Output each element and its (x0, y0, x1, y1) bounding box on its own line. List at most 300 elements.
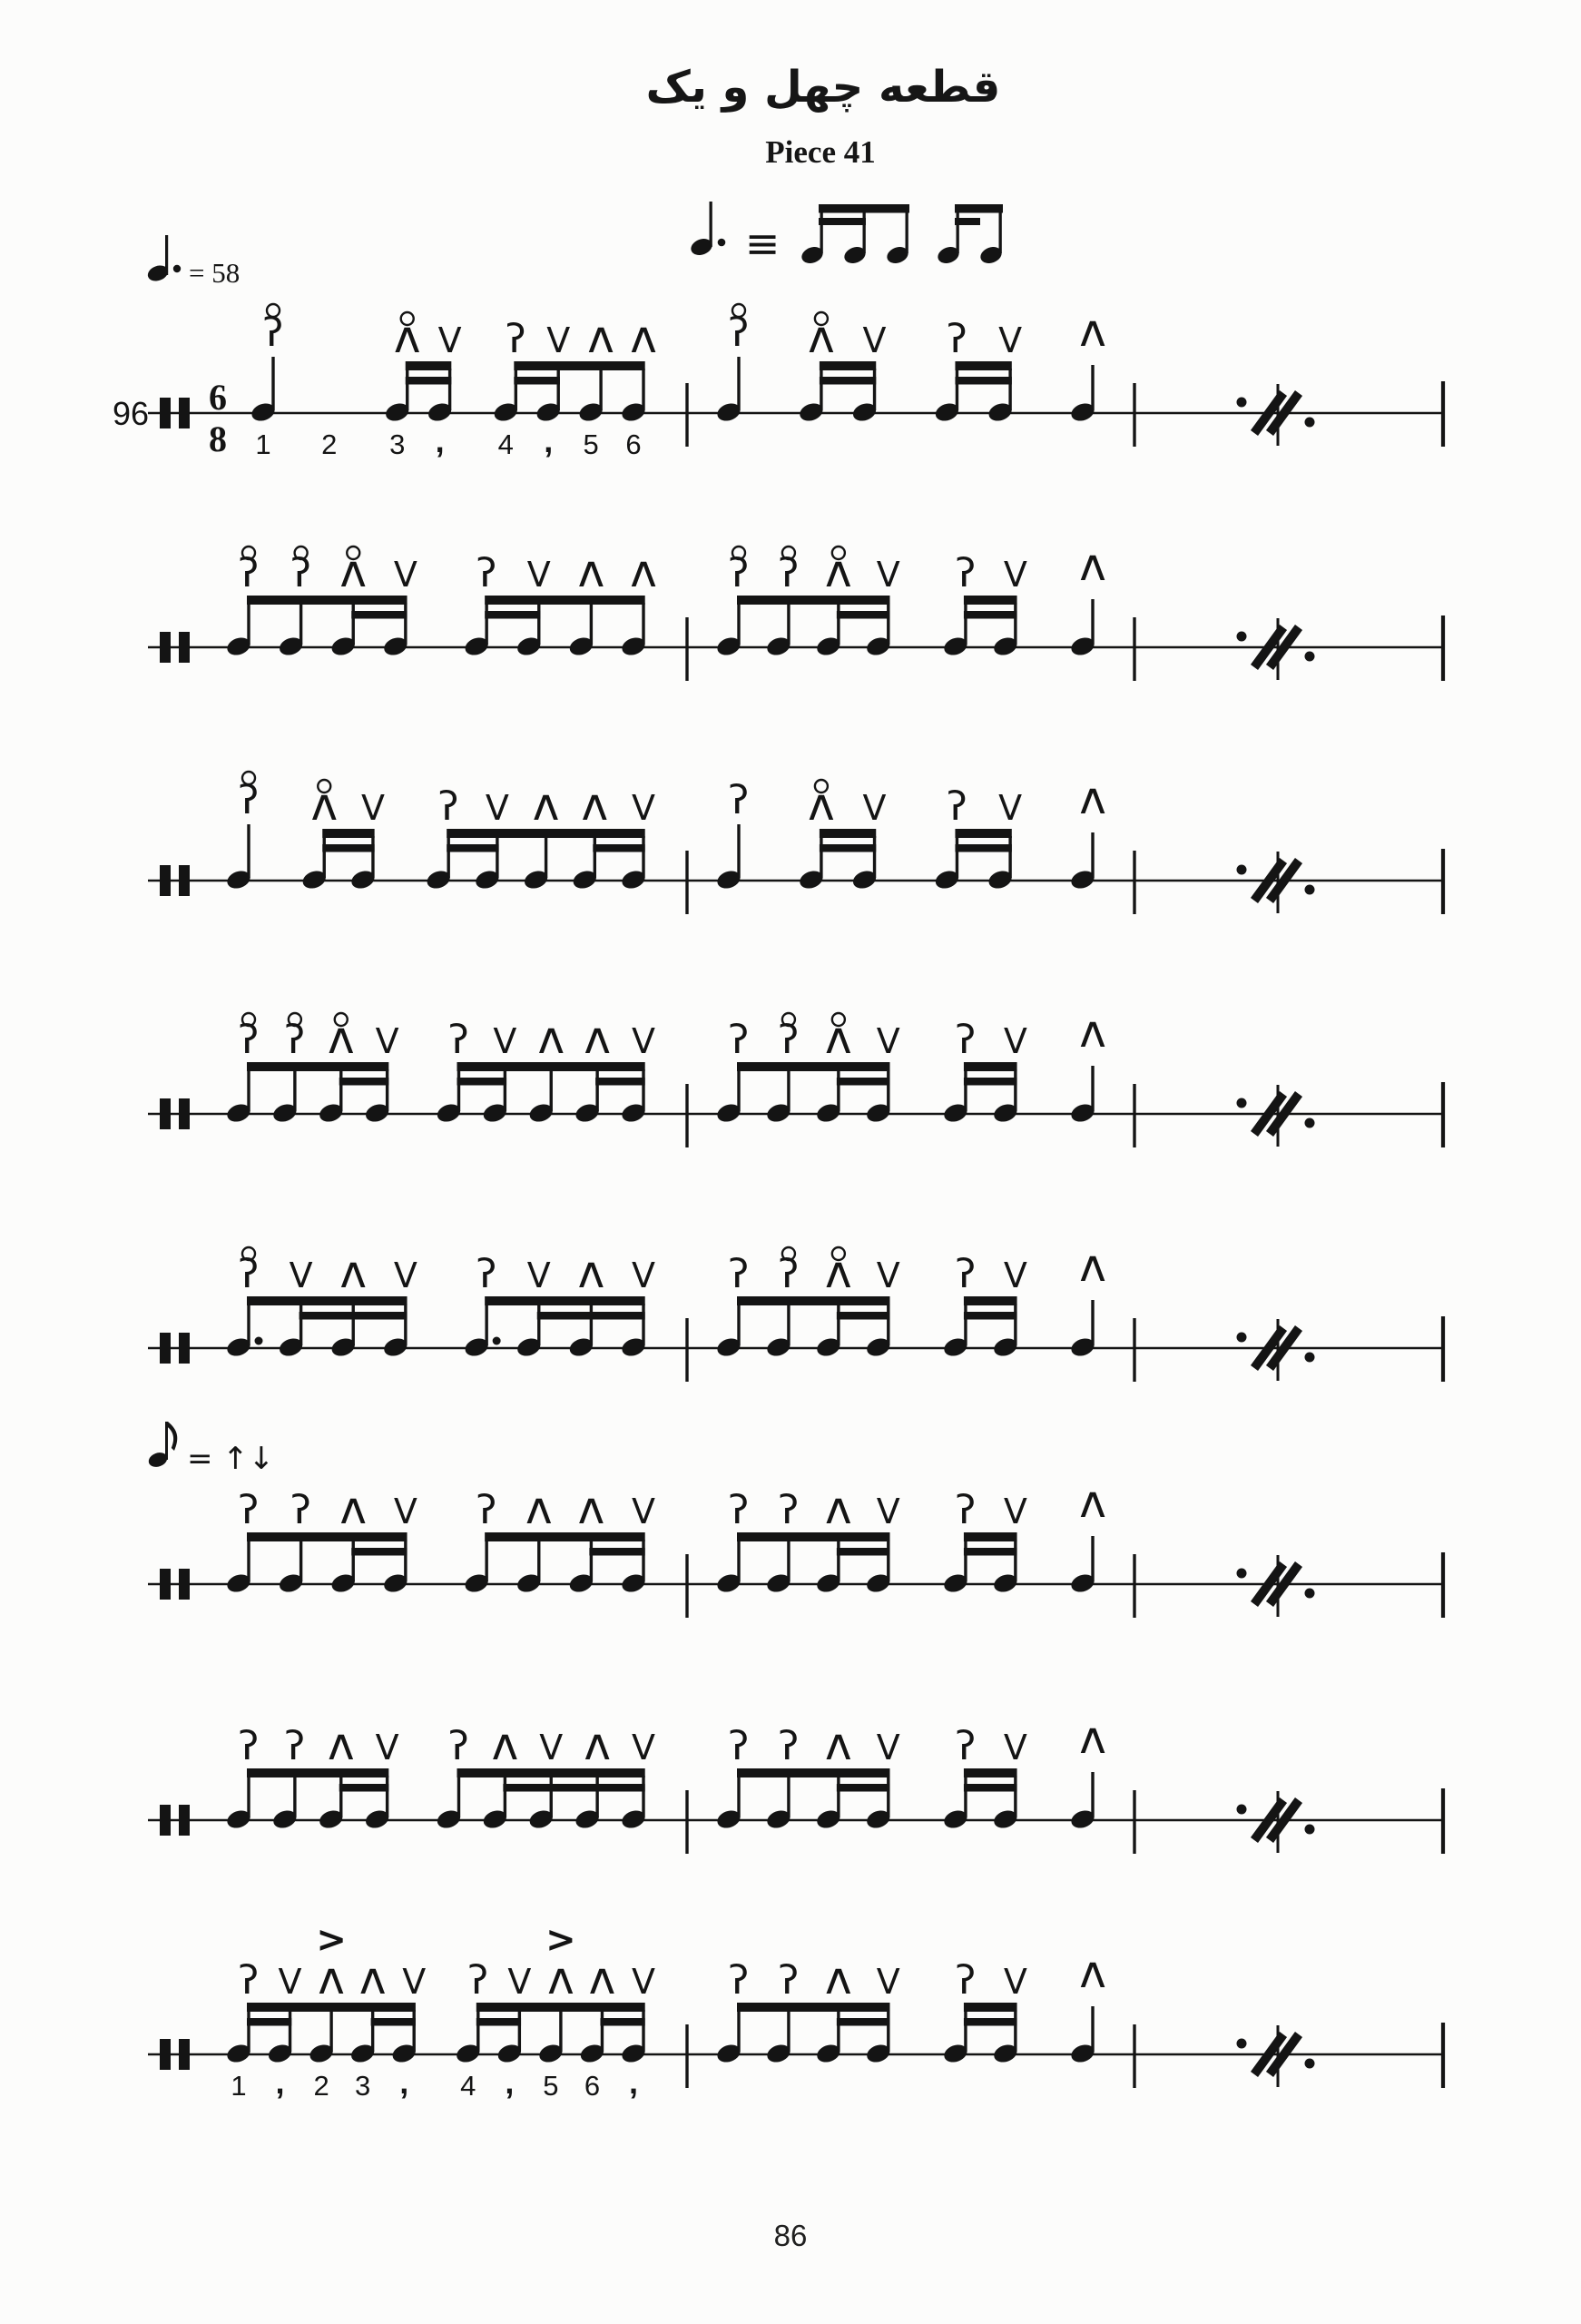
note-stem (504, 1776, 506, 1817)
notation-text: ʌ (547, 1952, 574, 2004)
notation-text: V (1003, 555, 1027, 595)
notation-text: ʔ (448, 1017, 469, 1063)
start-double-bar (160, 2039, 171, 2070)
beam (964, 1296, 1017, 1305)
note-stem (642, 369, 644, 410)
measure-2 (715, 538, 1106, 658)
beam (737, 1768, 889, 1777)
notation-text: V (375, 1021, 399, 1061)
start-double-bar (160, 865, 171, 896)
beamed-group-b (936, 204, 1004, 266)
notation-text: V (375, 1728, 399, 1768)
notation-text: ʌ (825, 1952, 852, 2004)
note-stem (1091, 365, 1094, 410)
beam-16 (476, 2018, 521, 2026)
notation-text: ʔ (778, 1017, 800, 1063)
note-stem (404, 1304, 407, 1345)
note-stem (1014, 603, 1016, 645)
beam-16 (964, 1784, 1017, 1792)
note-stem (787, 1776, 790, 1817)
notation-text: V (998, 788, 1023, 828)
beam (964, 1062, 1017, 1071)
start-double-bar (160, 632, 171, 663)
beam (964, 2003, 1017, 2012)
note-stem (537, 603, 540, 645)
beam-16 (406, 377, 452, 385)
notation-text: ʌ (339, 1482, 368, 1534)
note-stem (247, 1540, 250, 1581)
notation-text: ʔ (728, 1017, 750, 1063)
simile-repeat-mark (1237, 2025, 1315, 2087)
note-stem (887, 1540, 889, 1581)
start-double-bar (179, 1098, 190, 1129)
note-stem (642, 603, 644, 645)
notation-text: ʌ (393, 310, 421, 363)
notation-text: V (1003, 1256, 1027, 1295)
notation-text: V (402, 1962, 427, 2002)
notation-text: ʔ (262, 310, 284, 356)
note-stem (352, 1304, 355, 1345)
notation-text: ʌ (630, 310, 657, 363)
notation-text: ʔ (955, 1487, 977, 1533)
notation-text: ʔ (238, 550, 260, 596)
beam-16 (247, 2018, 291, 2026)
notation-text: ʌ (577, 545, 605, 597)
notation-text: ʌ (327, 1011, 355, 1064)
notation-text: ʔ (238, 777, 260, 823)
note-stem (601, 2010, 604, 2052)
beam-16 (955, 844, 1011, 852)
notation-text: ʔ (778, 1487, 800, 1533)
simile-repeat-mark (1237, 1791, 1315, 1853)
start-double-bar (179, 1333, 190, 1364)
beam-16 (339, 1078, 389, 1086)
notation-text: V (493, 1021, 517, 1061)
notation-text: ʌ (358, 1952, 387, 2004)
simile-repeat-mark (1237, 852, 1315, 913)
note-stem (964, 1540, 967, 1581)
notation-text: V (632, 1021, 655, 1061)
beam-16 (820, 844, 876, 852)
notation-system-6 (0, 1430, 1581, 1666)
notation-text: ʌ (1079, 1945, 1106, 1998)
note-stem (964, 1776, 967, 1817)
notation-text: V (876, 1256, 900, 1295)
notation-text: ʌ (339, 1246, 368, 1298)
notation-text: ʔ (728, 777, 750, 823)
note-stem (642, 1540, 644, 1581)
beam (737, 1296, 889, 1305)
beamed-group-a (800, 204, 910, 266)
note-stem (300, 603, 302, 645)
note-stem (289, 2010, 291, 2052)
measure-2 (715, 1005, 1106, 1125)
notation-text: ʔ (947, 783, 967, 830)
measure-1 (225, 545, 657, 658)
beam-16 (837, 1548, 890, 1556)
note-stem (545, 836, 547, 878)
start-double-bar (160, 1098, 171, 1129)
beam (485, 1532, 645, 1541)
note-stem (247, 603, 250, 645)
notation-text: ʔ (284, 1017, 306, 1063)
note-stem (642, 1069, 644, 1111)
notation-text: ʌ (577, 1246, 605, 1298)
notation-text: ʌ (339, 545, 368, 597)
notation-text: V (539, 1728, 564, 1768)
note-stem (887, 2010, 889, 2052)
notation-text: 3 (355, 2070, 371, 2102)
notation-text: ʔ (448, 1723, 469, 1769)
notation-text: ʌ (588, 1952, 616, 2004)
start-double-bar (179, 1805, 190, 1836)
notation-text: V (546, 320, 571, 360)
simile-repeat-mark (1237, 1555, 1315, 1617)
note-stem (642, 1304, 644, 1345)
beam (964, 596, 1017, 605)
note-stem (887, 1069, 889, 1111)
equivalence-sign: ≡ (744, 219, 781, 268)
note-stem (1091, 832, 1094, 878)
notation-text: 96 (112, 395, 150, 432)
notation-text: ʌ (825, 1482, 852, 1534)
note-stem (247, 824, 250, 878)
note-stem (964, 1304, 967, 1345)
notation-text: , (505, 2063, 515, 2101)
note-stem (496, 836, 498, 878)
notation-text: 5 (543, 2070, 559, 2102)
measure-1 (225, 772, 655, 891)
augmentation-dot (718, 239, 726, 247)
notation-text: ʔ (947, 316, 967, 362)
beam-16 (964, 611, 1017, 619)
notation-text: ʔ (476, 1487, 497, 1533)
beam-16 (503, 1784, 644, 1792)
note-stem (599, 369, 602, 410)
note-stem (737, 1069, 740, 1111)
beam-16 (955, 377, 1011, 385)
notation-text: V (289, 1256, 313, 1295)
note-stem (837, 2010, 840, 2052)
notation-text: ʔ (476, 1251, 497, 1297)
start-double-bar (179, 398, 190, 428)
note-stem (404, 1540, 407, 1581)
measure-2 (715, 1945, 1106, 2065)
beam-16 (955, 218, 980, 225)
notation-text: ʔ (955, 1251, 977, 1297)
measure-1 (225, 1246, 655, 1359)
note-stem (737, 1540, 740, 1581)
note-stem (820, 836, 822, 878)
notation-text: ʔ (238, 1957, 260, 2004)
notation-text: ʔ (728, 1251, 750, 1297)
measure-1 (225, 1718, 655, 1831)
notation-text: > (316, 1919, 347, 1961)
note-stem (485, 1540, 487, 1581)
note-stem (447, 836, 449, 878)
stroke-legend-text: = ↑↓ (187, 1441, 275, 1477)
notation-text: V (437, 320, 462, 360)
augmentation-dot (493, 1337, 501, 1345)
notation-text: ʔ (955, 1723, 977, 1769)
notation-text: V (862, 788, 887, 828)
beam-16 (351, 611, 407, 619)
notation-text: ʌ (825, 1011, 852, 1064)
note-stem (247, 1069, 250, 1111)
note-stem (1091, 599, 1094, 645)
note-stem (820, 369, 822, 410)
notation-text: V (278, 1962, 302, 2002)
note-stem (1008, 836, 1011, 878)
notation-text: V (1003, 1021, 1027, 1061)
notation-text: ʌ (808, 778, 835, 831)
note-stem (887, 1304, 889, 1345)
notation-system-2 (0, 493, 1581, 729)
note-stem (837, 1776, 840, 1817)
notation-text: ʌ (577, 1482, 605, 1534)
notation-text: 4 (497, 428, 514, 460)
start-double-bar (179, 632, 190, 663)
beam-16 (351, 1548, 407, 1556)
notation-text: V (632, 1492, 655, 1531)
start-double-bar (160, 1569, 171, 1600)
beam-16 (964, 1078, 1017, 1086)
beam-16 (837, 2018, 890, 2026)
notation-text: ʌ (310, 778, 339, 831)
note-stem (590, 1304, 593, 1345)
note-stem (300, 1304, 302, 1345)
notation-text: V (632, 788, 655, 828)
notation-text: ʔ (955, 1957, 977, 2004)
notation-text: ʌ (630, 545, 657, 597)
notation-text: 2 (321, 428, 338, 460)
notation-text: 1 (255, 428, 271, 460)
note-stem (386, 1776, 388, 1817)
beam (737, 2003, 889, 2012)
note-stem (559, 2010, 562, 2052)
note-stem (787, 2010, 790, 2052)
beam (247, 596, 408, 605)
piece-title-english: Piece 41 (765, 134, 876, 170)
notation-text: V (876, 1492, 900, 1531)
notation-text: V (998, 320, 1023, 360)
note-stem (293, 1069, 296, 1111)
notation-text: ʌ (491, 1718, 519, 1770)
notation-text: 4 (460, 2070, 476, 2102)
beam (964, 1532, 1017, 1541)
beam-16 (514, 377, 560, 385)
notation-text: ʔ (290, 1487, 311, 1533)
notation-text: V (1003, 1728, 1027, 1768)
note-stem (1014, 1069, 1016, 1111)
augmentation-dot (255, 1337, 263, 1345)
simile-repeat-mark (1237, 384, 1315, 446)
note-stem (1014, 2010, 1016, 2052)
notation-text: V (1003, 1962, 1027, 2002)
notation-text: V (393, 555, 417, 595)
beam (247, 1296, 408, 1305)
note-stem (594, 836, 596, 878)
note-stem (1008, 369, 1011, 410)
notation-text: ʌ (537, 1011, 565, 1064)
beam-16 (485, 611, 540, 619)
note-stem (371, 836, 374, 878)
notation-text: 3 (389, 428, 406, 460)
notation-text: V (507, 1962, 532, 2002)
note-stem (550, 1776, 553, 1817)
simile-repeat-mark (1237, 618, 1315, 680)
note-stem (964, 1069, 967, 1111)
beam (247, 1532, 408, 1541)
notation-text: , (544, 422, 554, 459)
notation-text: ʌ (1079, 1475, 1106, 1528)
note-stem (887, 1776, 889, 1817)
notation-text: ʔ (284, 1723, 306, 1769)
measure-1 (225, 1482, 655, 1595)
note-stem (371, 2010, 374, 2052)
beam-16 (819, 218, 866, 225)
note-stem (457, 1776, 460, 1817)
note-stem (737, 2010, 740, 2052)
note-stem (642, 2010, 644, 2052)
note-stem (412, 2010, 415, 2052)
notation-text: ʌ (825, 1718, 852, 1770)
note-stem (964, 2010, 967, 2052)
notation-text: ʔ (778, 550, 800, 596)
notation-text: ʔ (290, 550, 311, 596)
note-stem (339, 1776, 342, 1817)
notation-text: ʔ (728, 1723, 750, 1769)
note-stem (537, 1540, 540, 1581)
notation-text: ʔ (506, 316, 526, 362)
notation-text: ʌ (532, 778, 560, 831)
notation-text: V (876, 555, 900, 595)
notation-text: ʔ (778, 1957, 800, 2004)
notation-text: ʔ (955, 1017, 977, 1063)
note-stem (1091, 2006, 1094, 2052)
beam-16 (322, 844, 374, 852)
measure-1 (225, 1011, 655, 1125)
note-stem (590, 603, 593, 645)
note-stem (323, 836, 326, 878)
note-stem (837, 1069, 840, 1111)
beam (955, 361, 1011, 370)
notation-text: V (862, 320, 887, 360)
notation-text: ʌ (581, 778, 609, 831)
note-stem (1091, 1066, 1094, 1111)
note-stem (1091, 1300, 1094, 1345)
notation-text: V (632, 1728, 655, 1768)
notation-system-1 (0, 259, 1581, 495)
note-stem (964, 603, 967, 645)
notation-text: ʌ (318, 1952, 345, 2004)
note-stem (595, 1069, 598, 1111)
notation-text: ʔ (955, 550, 977, 596)
note-stem (737, 603, 740, 645)
measure-2 (715, 304, 1106, 424)
note-stem (247, 1776, 250, 1817)
notation-text: V (393, 1256, 417, 1295)
notation-text: ʌ (1079, 1239, 1106, 1292)
note-stem (300, 1540, 302, 1581)
measure-2 (715, 1239, 1106, 1359)
beam-16 (457, 1078, 506, 1086)
note-stem (590, 1540, 593, 1581)
note-stem (352, 1540, 355, 1581)
notation-text: ʔ (238, 1251, 260, 1297)
note-stem (293, 1776, 296, 1817)
note-stem (1014, 1304, 1016, 1345)
note-stem (1091, 1536, 1094, 1581)
note-stem (837, 1304, 840, 1345)
notation-text: , (275, 2063, 285, 2101)
notation-text: ʔ (778, 1723, 800, 1769)
note-stem (406, 369, 408, 410)
beam-16 (447, 844, 498, 852)
note-stem (787, 603, 790, 645)
note-stem (787, 1304, 790, 1345)
notation-text: V (632, 1256, 655, 1295)
notation-text: V (393, 1492, 417, 1531)
notation-text: ʔ (728, 1487, 750, 1533)
notation-text: , (628, 2063, 639, 2101)
notation-system-4 (0, 960, 1581, 1196)
notation-text: V (876, 1962, 900, 2002)
notation-text: V (876, 1021, 900, 1061)
note-stem (485, 1304, 487, 1345)
measure-1 (250, 304, 657, 460)
page-number: 86 (773, 2219, 808, 2252)
beam (955, 829, 1011, 838)
notation-text: V (526, 555, 551, 595)
notation-text: V (360, 788, 385, 828)
notation-text: ʌ (825, 1246, 852, 1298)
beam (964, 1768, 1017, 1777)
start-double-bar (179, 1569, 190, 1600)
note-stem (247, 1304, 250, 1345)
notation-text: V (1003, 1492, 1027, 1531)
note-stem (737, 1304, 740, 1345)
notation-text: 6 (584, 2070, 601, 2102)
note-stem (595, 1776, 598, 1817)
notation-text: ʌ (584, 1011, 611, 1064)
start-double-bar (179, 865, 190, 896)
beam (737, 1532, 889, 1541)
beam-16 (837, 1312, 890, 1320)
note-stem (737, 824, 740, 878)
notation-text: ʔ (728, 1957, 750, 2004)
note-stem (247, 2010, 250, 2052)
note-stem (504, 1069, 506, 1111)
notation-text: , (435, 422, 445, 459)
beam (247, 1768, 388, 1777)
note-stem (329, 2010, 332, 2052)
notation-text: V (485, 788, 509, 828)
notation-text: 8 (209, 419, 227, 459)
note-stem (873, 836, 876, 878)
note-stem (1014, 1540, 1016, 1581)
beam-16 (837, 611, 890, 619)
notation-text: ʔ (778, 1251, 800, 1297)
notation-text: ʔ (467, 1957, 489, 2004)
notation-text: ʌ (327, 1718, 355, 1770)
note-stem (518, 2010, 521, 2052)
beam-16 (964, 1312, 1017, 1320)
note-stem (642, 1776, 644, 1817)
notation-text: 1 (231, 2070, 247, 2102)
start-double-bar (160, 398, 171, 428)
note-stem (737, 1776, 740, 1817)
